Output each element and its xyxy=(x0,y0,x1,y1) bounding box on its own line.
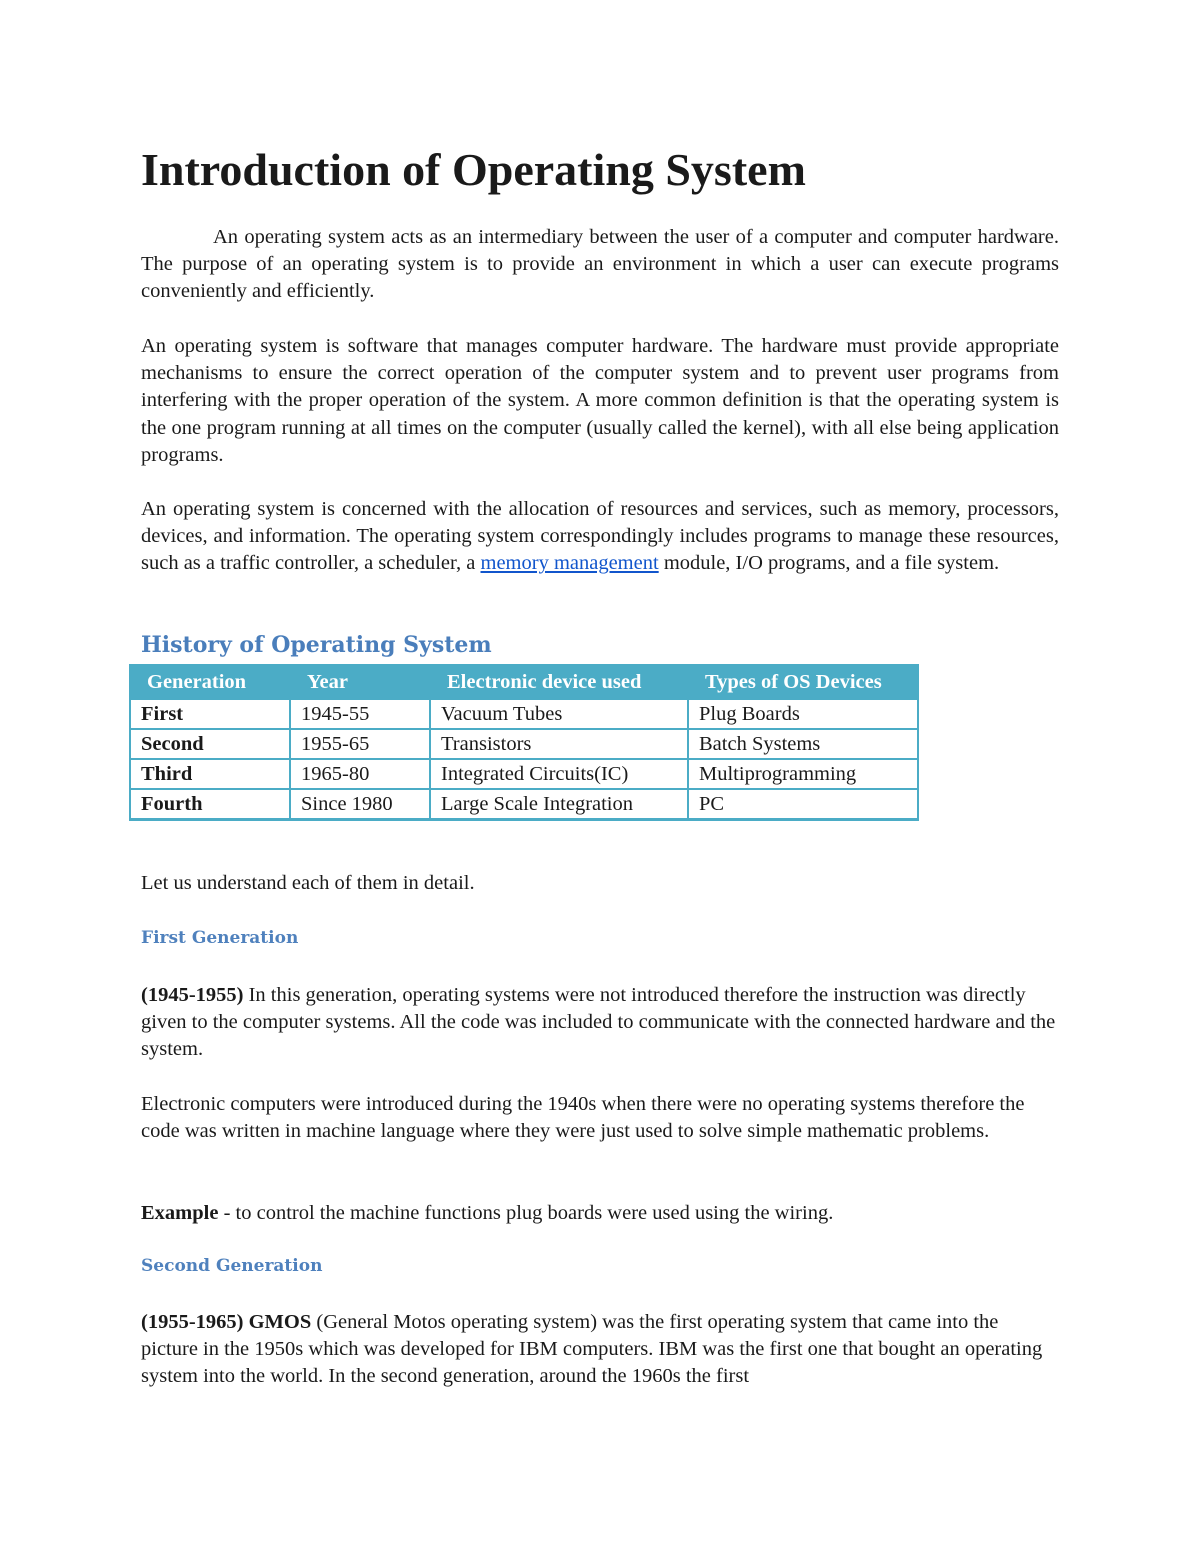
cell-generation: Fourth xyxy=(130,789,290,820)
example-label: Example xyxy=(141,1202,219,1224)
first-generation-example xyxy=(141,1200,1059,1227)
cell-year: Since 1980 xyxy=(290,789,430,820)
first-generation-paragraph-2: Electronic computers were introduced during the 1940s when there were no operating systems therefore the code was written in machine language where they were just used to solve simple mathematic problems. xyxy=(141,1093,1025,1143)
cell-year: 1965-80 xyxy=(290,759,430,789)
cell-os-type: Batch Systems xyxy=(688,729,918,759)
table-row xyxy=(130,729,918,759)
second-generation-paragraph-1-text: (General Motos operating system) was the first operating system that came into the picture in the 1950s which was developed for IBM computers. IBM was the first one that bought an operating system into the world. In the second generation, around the 1960s the first xyxy=(141,1311,1043,1388)
cell-device: Integrated Circuits(IC) xyxy=(430,759,688,789)
second-generation-heading: Second Generation xyxy=(141,1256,323,1276)
cell-year: 1945-55 xyxy=(290,699,430,729)
column-header-year: Year xyxy=(290,665,430,699)
example-text: - to control the machine functions plug boards were used using the wiring. xyxy=(218,1202,834,1224)
intro-paragraph-2: An operating system is software that manages computer hardware. The hardware must provide appropriate mechanisms to ensure the correct operation of the computer system and to prevent user programs from interfering with the proper operation of the system. A more common definition is that the operating system is the one program running at all times on the computer (usually called the kernel), with all else being application programs. xyxy=(141,335,1059,466)
column-header-generation: Generation xyxy=(130,665,290,699)
first-generation-years: (1945-1955) xyxy=(141,984,244,1006)
intro-paragraph-3 xyxy=(141,496,1059,578)
intro-paragraph-3-tail: module, I/O programs, and a file system. xyxy=(658,552,1000,575)
column-header-device: Electronic device used xyxy=(430,665,688,699)
column-header-os-type: Types of OS Devices xyxy=(688,665,918,699)
cell-device: Large Scale Integration xyxy=(430,789,688,820)
intro-paragraph-3-text: An operating system is concerned with the allocation of resources and services, such as memory, processors, devices, and information. The operating system correspondingly includes programs to manage these resources, such as a traffic controller, a scheduler, a xyxy=(141,498,1059,575)
second-generation-paragraph-1 xyxy=(141,1309,1059,1391)
first-generation-paragraph-1 xyxy=(141,982,1059,1064)
history-heading: History of Operating System xyxy=(141,632,492,658)
cell-generation: Third xyxy=(130,759,290,789)
cell-os-type: Plug Boards xyxy=(688,699,918,729)
memory-management-link[interactable]: memory management xyxy=(480,552,659,575)
second-generation-years: (1955-1965) GMOS xyxy=(141,1311,312,1333)
cell-os-type: Multiprogramming xyxy=(688,759,918,789)
intro-paragraph-1: An operating system acts as an intermediary between the user of a computer and computer hardware. The purpose of an operating system is to provide an environment in which a user can execute programs conveniently and efficiently. xyxy=(141,226,1059,303)
page-title: Introduction of Operating System xyxy=(141,144,806,195)
first-generation-paragraph-1-text: In this generation, operating systems were not introduced therefore the instruction was directly given to the computer systems. All the code was included to communicate with the connected hardware and the system. xyxy=(141,984,1056,1061)
cell-year: 1955-65 xyxy=(290,729,430,759)
table-header-row xyxy=(130,665,918,699)
cell-device: Transistors xyxy=(430,729,688,759)
table-row xyxy=(130,759,918,789)
cell-device: Vacuum Tubes xyxy=(430,699,688,729)
table-row xyxy=(130,789,918,820)
cell-generation: Second xyxy=(130,729,290,759)
detail-intro-text: Let us understand each of them in detail. xyxy=(141,872,475,894)
cell-generation: First xyxy=(130,699,290,729)
first-generation-heading: First Generation xyxy=(141,928,299,948)
cell-os-type: PC xyxy=(688,789,918,820)
table-row xyxy=(130,699,918,729)
history-table xyxy=(129,664,919,821)
